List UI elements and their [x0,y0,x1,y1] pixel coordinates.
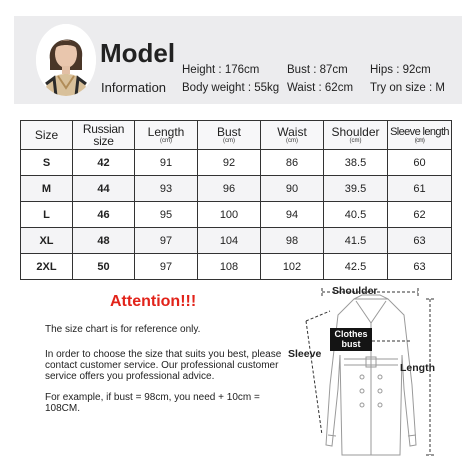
stat-bust: Bust : 87cm [287,64,348,76]
header-bust: Bust (cm) [198,121,261,150]
note-bust-example: For example, if bust = 98cm, you need + 10cm = 108CM. [45,392,260,414]
cell-bust: 108 [198,254,261,280]
trench-coat-outline-icon [300,285,462,465]
cell-sleeve-length: 61 [388,176,452,202]
cell-size: S [21,150,73,176]
cell-shoulder: 39.5 [324,176,388,202]
header-shoulder: Shoulder (cm) [324,121,388,150]
cell-length: 91 [135,150,198,176]
label-length: Length [400,362,435,374]
cell-sleeve-length: 60 [388,150,452,176]
cell-waist: 90 [261,176,324,202]
cell-sleeve-length: 62 [388,202,452,228]
cell-bust: 96 [198,176,261,202]
cell-waist: 98 [261,228,324,254]
cell-size: 2XL [21,254,73,280]
stat-weight: Body weight : 55kg [182,82,280,94]
cell-russian-size: 48 [73,228,135,254]
header-waist: Waist (cm) [261,121,324,150]
stat-try-on: Try on size : M [370,82,445,94]
note-reference-only: The size chart is for reference only. [45,324,201,335]
cell-length: 97 [135,254,198,280]
table-header-row [21,121,452,150]
label-shoulder: Shoulder [332,285,378,297]
cell-size: L [21,202,73,228]
cell-bust: 100 [198,202,261,228]
cell-waist: 102 [261,254,324,280]
cell-waist: 86 [261,150,324,176]
header-russian-size: Russian size [73,121,135,150]
table-row [21,254,452,280]
size-chart-table [20,120,452,280]
label-clothes-bust: Clothes bust [330,328,372,351]
cell-size: M [21,176,73,202]
cell-shoulder: 38.5 [324,150,388,176]
stat-waist: Waist : 62cm [287,82,354,94]
cell-length: 95 [135,202,198,228]
cell-russian-size: 46 [73,202,135,228]
cell-length: 97 [135,228,198,254]
cell-russian-size: 42 [73,150,135,176]
table-row [21,202,452,228]
note-contact-service: In order to choose the size that suits you best, please contact customer service. Our professional customer service offers you professional advice. [45,349,282,382]
cell-shoulder: 42.5 [324,254,388,280]
attention-heading: Attention!!! [110,293,197,310]
header-sleeve-length: Sleeve length (cm) [388,121,452,150]
cell-sleeve-length: 63 [388,254,452,280]
cell-sleeve-length: 63 [388,228,452,254]
cell-shoulder: 40.5 [324,202,388,228]
cell-waist: 94 [261,202,324,228]
header-size: Size [21,121,73,150]
table-row [21,228,452,254]
table-row [21,150,452,176]
cell-bust: 104 [198,228,261,254]
cell-russian-size: 50 [73,254,135,280]
header-length: Length (cm) [135,121,198,150]
woman-portrait-icon [36,24,96,96]
cell-size: XL [21,228,73,254]
label-sleeve: Sleeve [288,348,322,360]
model-title: Model [100,38,176,68]
cell-shoulder: 41.5 [324,228,388,254]
stat-height: Height : 176cm [182,64,260,76]
stat-hips: Hips : 92cm [370,64,431,76]
model-subtitle: Information [101,80,167,95]
cell-length: 93 [135,176,198,202]
cell-bust: 92 [198,150,261,176]
cell-russian-size: 44 [73,176,135,202]
table-row [21,176,452,202]
